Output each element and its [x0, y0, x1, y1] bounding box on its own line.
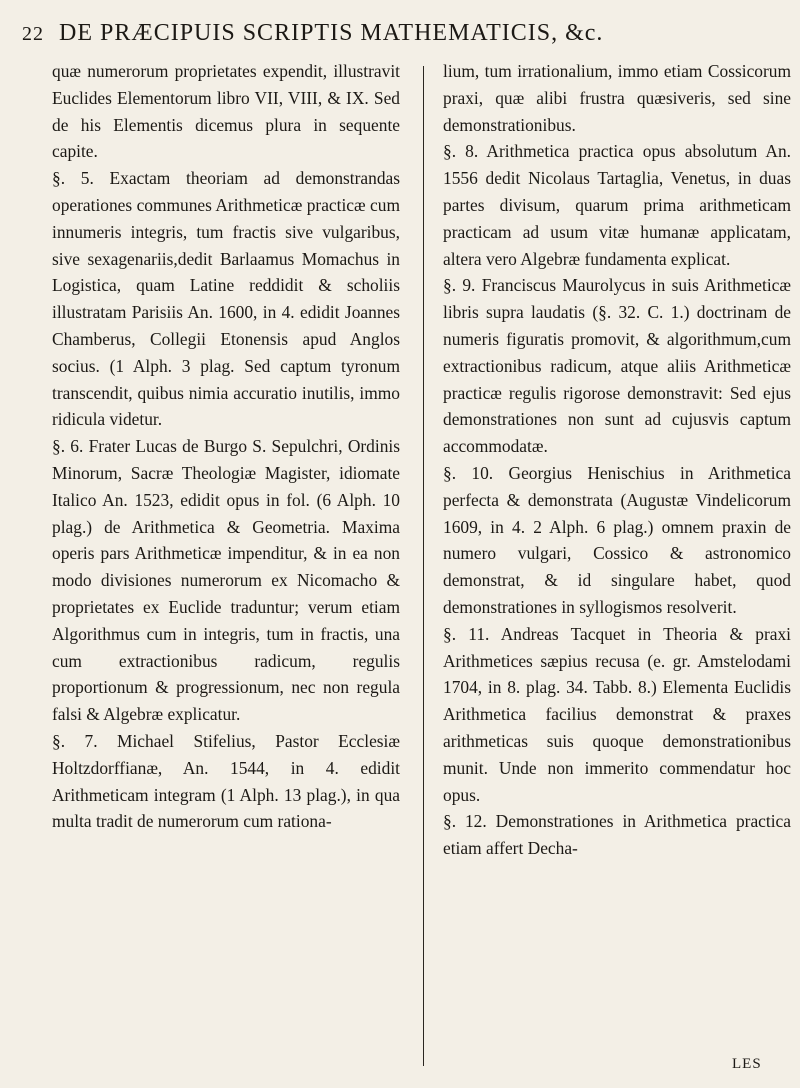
running-head	[22, 20, 782, 56]
paragraph-section-12: §. 12. Demonstrationes in Arithmetica practica etiam affert Decha-	[443, 811, 791, 859]
catchword: LES	[732, 1056, 762, 1072]
column-divider	[423, 66, 424, 1066]
paragraph-section-7: §. 7. Michael Stifelius, Pastor Ecclesiæ Holtzdorffianæ, An. 1544, in 4. edidit Arithmeticam integram (1 Alph. 13 plag.), in qua multa tradit de numerorum cum rationa-	[52, 730, 400, 832]
paragraph-section-9: §. 9. Franciscus Maurolycus in suis Arithmeticæ libris supra laudatis (§. 32. C. 1.) doctrinam de numeris figuratis promovit, & algorithmum,cum extractionibus radicum, atque aliis Arithmeticæ practicæ regulis rigorose demonstravit: Sed ejus demonstrationes non sunt ad cujusvis captum accommodatæ.	[443, 275, 791, 457]
right-column	[443, 58, 791, 1068]
page-title: DE PRÆCIPUIS SCRIPTIS MATHEMATICIS, &c.	[59, 20, 604, 46]
left-column	[52, 58, 400, 1068]
page-number: 22	[22, 23, 44, 45]
paragraph-section-11: §. 11. Andreas Tacquet in Theoria & praxi Arithmetices sæpius recusa (e. gr. Amstelodami 1704, in 8. plag. 34. Tabb. 8.) Elementa Euclidis Arithmetica facilius demonstrat & praxes arithmeticas suis quoque demonstrationibus munit. Unde non immerito commendatur hoc opus.	[443, 623, 791, 805]
paragraph-section-5: §. 5. Exactam theoriam ad demonstrandas operationes communes Arithmeticæ practicæ cum innumeris integris, tum fractis sive vulgaribus, sive sexagenariis,dedit Barlaamus Momachus in Logistica, quam Latine reddidit & scholiis illustratam Parisiis An. 1600, in 4. edidit Joannes Chamberus, Collegii Etonensis apud Anglos socius. (1 Alph. 3 plag. Sed captum tyronum transcendit, quibus nimia accuratio inutilis, immo ridicula videtur.	[52, 168, 400, 430]
paragraph-continuation: lium, tum irrationalium, immo etiam Cossicorum praxi, quæ alibi frustra quæsiveris, sed sine demonstrationibus.	[443, 61, 791, 135]
paragraph-section-8: §. 8. Arithmetica practica opus absolutum An. 1556 dedit Nicolaus Tartaglia, Venetus, in duas partes divisum, quarum prima arithmeticam practicam ad usum vitæ humanæ applicatam, altera vero Algebræ fundamenta explicat.	[443, 141, 791, 269]
paragraph-section-6: §. 6. Frater Lucas de Burgo S. Sepulchri, Ordinis Minorum, Sacræ Theologiæ Magister, idiomate Italico An. 1523, edidit opus in fol. (6 Alph. 10 plag.) de Arithmetica & Geometria. Maxima operis pars Arithmeticæ impenditur, & in ea non modo divisiones numerorum ex Nicomacho & proprietates ex Euclide traduntur; verum etiam Algorithmus cum in integris, tum in fractis, una cum extractionibus radicum, regulis proportionum & progressionum, nec non regula falsi & Algebræ explicatur.	[52, 436, 400, 725]
paragraph-continuation: quæ numerorum proprietates expendit, illustravit Euclides Elementorum libro VII, VIII, & IX. Sed de his Elementis dicemus plura in sequente capite.	[52, 61, 400, 162]
paragraph-section-10: §. 10. Georgius Henischius in Arithmetica perfecta & demonstrata (Augustæ Vindelicorum 1609, in 4. 2 Alph. 6 plag.) omnem praxin de numero vulgari, Cossico & astronomico demonstrat, & id singulare habet, quod demonstrationes in syllogismos resolverit.	[443, 462, 791, 617]
